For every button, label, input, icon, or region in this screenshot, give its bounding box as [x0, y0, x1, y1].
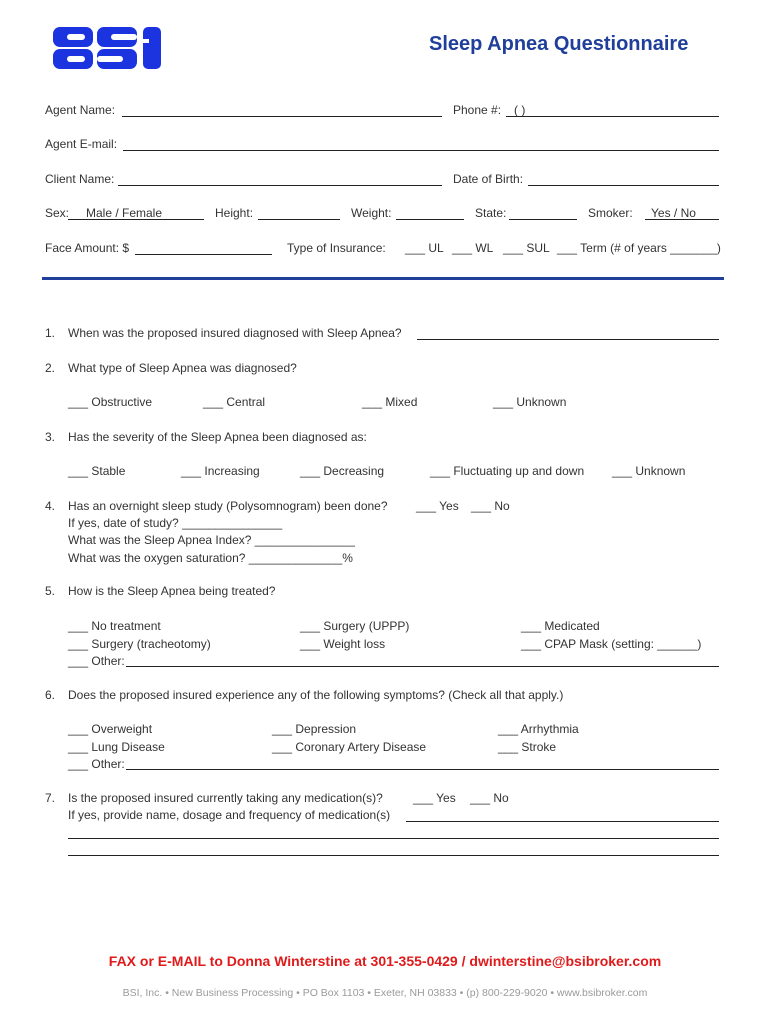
q6-option-lung-disease[interactable]: ___ Lung Disease [68, 740, 165, 754]
phone-label: Phone #: [453, 103, 502, 117]
q1-number: 1. [45, 326, 56, 340]
face-amount-field[interactable] [135, 254, 272, 255]
section-divider [42, 277, 724, 280]
q7-medication-label: If yes, provide name, dosage and frequency of medication(s) [68, 808, 391, 822]
q1-answer-field[interactable] [417, 339, 719, 340]
q2-text: What type of Sleep Apnea was diagnosed? [68, 361, 297, 375]
sex-field [68, 219, 204, 220]
phone-field[interactable] [506, 116, 719, 117]
q4-text: Has an overnight sleep study (Polysomnogram) been done? [68, 499, 388, 513]
q3-option-increasing[interactable]: ___ Increasing [181, 464, 260, 478]
client-name-field[interactable] [118, 185, 442, 186]
smoker-label: Smoker: [588, 206, 633, 220]
q5-text: How is the Sleep Apnea being treated? [68, 584, 276, 598]
q6-option-depression[interactable]: ___ Depression [272, 722, 357, 736]
insurance-sul[interactable]: ___ SUL [503, 241, 550, 255]
insurance-ul[interactable]: ___ UL [405, 241, 444, 255]
dob-field[interactable] [528, 185, 719, 186]
q7-medication-field[interactable] [406, 821, 719, 822]
q4-study-date[interactable]: If yes, date of study? _______________ [68, 516, 283, 530]
height-field[interactable] [258, 219, 340, 220]
q6-option-arrhythmia[interactable]: ___ Arrhythmia [498, 722, 579, 736]
q6-other-field[interactable] [126, 769, 719, 770]
client-name-label: Client Name: [45, 172, 115, 186]
sex-options[interactable]: Male / Female [86, 206, 163, 220]
page-title: Sleep Apnea Questionnaire [429, 33, 689, 55]
q3-number: 3. [45, 430, 56, 444]
q2-number: 2. [45, 361, 56, 375]
phone-parens: ( ) [514, 103, 526, 117]
agent-email-field[interactable] [123, 150, 719, 151]
q6-other-label: ___ Other: [68, 757, 125, 771]
sex-label: Sex: [45, 206, 70, 220]
state-label: State: [475, 206, 507, 220]
q5-other-field[interactable] [126, 666, 719, 667]
q5-other-label: ___ Other: [68, 654, 125, 668]
q7-no[interactable]: ___ No [470, 791, 509, 805]
bsi-logo [53, 27, 165, 71]
q2-option-obstructive[interactable]: ___ Obstructive [68, 395, 153, 409]
insurance-wl[interactable]: ___ WL [452, 241, 494, 255]
smoker-options[interactable]: Yes / No [651, 206, 696, 220]
q1-text: When was the proposed insured diagnosed with Sleep Apnea? [68, 326, 402, 340]
weight-label: Weight: [351, 206, 392, 220]
q5-option-medicated[interactable]: ___ Medicated [521, 619, 600, 633]
q6-text: Does the proposed insured experience any of the following symptoms? (Check all that apply.) [68, 688, 564, 702]
smoker-field [645, 219, 719, 220]
q4-no[interactable]: ___ No [471, 499, 510, 513]
q7-medication-line-2[interactable] [68, 838, 719, 839]
q5-option-no-treatment[interactable]: ___ No treatment [68, 619, 161, 633]
q3-option-fluctuating[interactable]: ___ Fluctuating up and down [430, 464, 585, 478]
q5-option-cpap[interactable]: ___ CPAP Mask (setting: ______) [521, 637, 702, 651]
q7-number: 7. [45, 791, 56, 805]
q3-option-stable[interactable]: ___ Stable [68, 464, 126, 478]
insurance-type-label: Type of Insurance: [287, 241, 386, 255]
footer-contact: FAX or E-MAIL to Donna Winterstine at 301-355-0429 / dwinterstine@bsibroker.com [108, 953, 662, 969]
agent-name-field[interactable] [122, 116, 442, 117]
q4-yes[interactable]: ___ Yes [416, 499, 459, 513]
agent-name-label: Agent Name: [45, 103, 116, 117]
q7-medication-line-3[interactable] [68, 855, 719, 856]
q2-option-central[interactable]: ___ Central [203, 395, 266, 409]
q3-option-decreasing[interactable]: ___ Decreasing [300, 464, 385, 478]
q4-number: 4. [45, 499, 56, 513]
q7-yes[interactable]: ___ Yes [413, 791, 456, 805]
q7-text: Is the proposed insured currently taking any medication(s)? [68, 791, 383, 805]
weight-field[interactable] [396, 219, 464, 220]
height-label: Height: [215, 206, 254, 220]
q3-option-unknown[interactable]: ___ Unknown [612, 464, 686, 478]
q2-option-mixed[interactable]: ___ Mixed [362, 395, 418, 409]
face-amount-label: Face Amount: $ [45, 241, 130, 255]
q6-option-stroke[interactable]: ___ Stroke [498, 740, 557, 754]
q5-option-weight-loss[interactable]: ___ Weight loss [300, 637, 386, 651]
footer-address: BSI, Inc. • New Business Processing • PO Box 1103 • Exeter, NH 03833 • (p) 800-229-9020 • www.bsibroker.com [122, 987, 648, 999]
q3-text: Has the severity of the Sleep Apnea been diagnosed as: [68, 430, 367, 444]
q2-option-unknown[interactable]: ___ Unknown [493, 395, 567, 409]
q6-option-overweight[interactable]: ___ Overweight [68, 722, 153, 736]
q4-oxygen-saturation[interactable]: What was the oxygen saturation? ______________% [68, 551, 353, 565]
q5-option-tracheotomy[interactable]: ___ Surgery (tracheotomy) [68, 637, 211, 651]
agent-email-label: Agent E-mail: [45, 137, 118, 151]
q6-option-coronary[interactable]: ___ Coronary Artery Disease [272, 740, 427, 754]
q5-option-surgery-uppp[interactable]: ___ Surgery (UPPP) [300, 619, 410, 633]
state-field[interactable] [509, 219, 577, 220]
insurance-term[interactable]: ___ Term (# of years _______) [557, 241, 721, 255]
dob-label: Date of Birth: [453, 172, 524, 186]
q4-apnea-index[interactable]: What was the Sleep Apnea Index? _______________ [68, 533, 355, 547]
q6-number: 6. [45, 688, 56, 702]
q5-number: 5. [45, 584, 56, 598]
